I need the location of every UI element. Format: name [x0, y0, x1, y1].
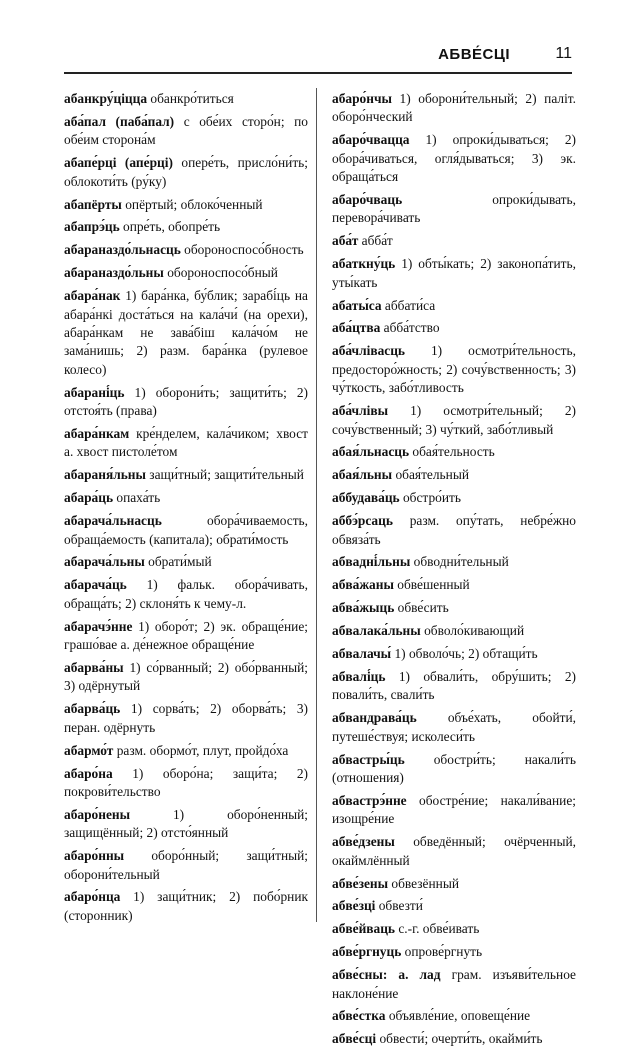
dictionary-entry	[332, 342, 576, 397]
entry-definition: 1) обволо́чь; 2) обтащи́ть	[391, 646, 538, 662]
entry-headword: абая́льны	[332, 467, 393, 483]
entry-definition: обве́сить	[394, 600, 449, 616]
dictionary-entry	[64, 489, 308, 507]
entry-headword: абве́зены	[332, 875, 389, 891]
column-divider	[316, 88, 317, 922]
running-head: АБВЕ́СЦІ	[438, 46, 510, 63]
dictionary-entry	[332, 131, 576, 186]
entry-definition: обанкро́титься	[147, 91, 234, 106]
entry-definition: 1) оборо́ненный; защищённый; 2) отсто́янный	[64, 806, 308, 841]
entry-definition: обрати́мый	[144, 554, 212, 570]
entry-headword: абапёрты	[64, 196, 122, 212]
dictionary-entry	[332, 943, 576, 961]
right-column	[332, 90, 576, 1053]
entry-definition: обая́тельность	[409, 444, 495, 460]
entry-headword: абарані́ць	[64, 384, 125, 400]
dictionary-entry	[64, 618, 308, 655]
entry-definition: объе́хать, обойти́, путеше́ствуя; исколеси́ть	[332, 710, 576, 744]
dictionary-entry	[64, 384, 308, 421]
entry-headword: абвалачы́	[332, 646, 392, 662]
entry-headword: аббудава́ць	[332, 490, 400, 506]
dictionary-entry	[64, 576, 308, 613]
dictionary-entry	[64, 700, 308, 737]
dictionary-entry	[332, 599, 576, 617]
entry-definition: абба́т	[358, 233, 393, 249]
entry-headword: аба́цтва	[332, 320, 381, 336]
entry-headword: абаты́са	[332, 297, 382, 313]
dictionary-entry	[332, 1007, 576, 1025]
entry-headword: абвалі́ць	[332, 668, 386, 684]
entry-definition: кре́нделем, кала́чиком; хвост а. хвост пистоле́том	[64, 426, 308, 460]
entry-definition: разм. обормо́т, плут, пройдо́ха	[113, 742, 289, 758]
entry-headword: абарва́ць	[64, 701, 121, 717]
dictionary-entry	[64, 241, 308, 259]
dictionary-entry	[332, 402, 576, 439]
entry-definition: объявле́ние, оповеще́ние	[385, 1008, 531, 1024]
dictionary-entry	[332, 645, 576, 663]
entry-headword: абарача́льны	[64, 554, 145, 570]
entry-definition: 1) опроки́дываться; 2) обора́чиваться, огля́дываться; 3) эк. обраща́ться	[332, 132, 576, 185]
entry-headword: абвадні́льны	[332, 554, 411, 570]
entry-definition: обороноспосо́бный	[163, 265, 278, 281]
dictionary-entry	[64, 466, 308, 484]
entry-headword: абве́сны: а. лад	[332, 967, 441, 983]
dictionary-entry	[64, 287, 308, 379]
dictionary-entry	[64, 425, 308, 462]
entry-definition: обостри́ть; накали́ть (отношения)	[332, 751, 576, 785]
entry-definition: 1) фальк. обора́чивать, обраща́ть; 2) склоня́ть к чему-л.	[64, 577, 308, 611]
entry-headword: абара́нак	[64, 288, 121, 304]
entry-definition: обора́чиваемость, обраща́емость (капитала); обрати́мость	[64, 513, 308, 547]
entry-definition: с.-г. обве́ивать	[395, 921, 480, 937]
page-number: 11	[555, 45, 572, 62]
entry-definition: опрове́ргнуть	[401, 944, 483, 960]
entry-headword: абаро́нны	[64, 848, 125, 864]
dictionary-entry	[64, 90, 308, 108]
dictionary-entry	[332, 709, 576, 746]
dictionary-entry	[64, 742, 308, 760]
dictionary-entry	[332, 297, 576, 315]
entry-headword: абаро́чвацца	[332, 132, 410, 148]
dictionary-entry	[332, 1030, 576, 1048]
entry-headword: абвандрава́ць	[332, 710, 417, 726]
entry-definition: аббати́са	[381, 297, 436, 313]
dictionary-entry	[332, 622, 576, 640]
dictionary-entry	[64, 553, 308, 571]
entry-definition: обвезённый	[388, 875, 459, 891]
entry-definition: оборо́нный; защи́тный; оборони́тельный	[64, 848, 308, 882]
entry-headword: абараня́льны	[64, 467, 146, 483]
entry-headword: абаро́нчы	[332, 91, 392, 106]
dictionary-entry	[332, 255, 576, 292]
dictionary-entry	[64, 264, 308, 282]
entry-headword: абвастры́ць	[332, 751, 405, 767]
entry-definition: абба́тство	[380, 320, 440, 336]
entry-headword: абаро́нены	[64, 806, 131, 822]
entry-headword: аба́члівасць	[332, 343, 406, 359]
left-column	[64, 90, 308, 930]
entry-headword: абве́зці	[332, 898, 376, 914]
entry-definition: 1) бара́нка, бу́блик; зарабі́ць на абара́нкі доста́ться на кала́чи́ (на орехи), абара́нкам не зава́біш кала́чо́м не зама́нишь; 2) разм. бара́нка (рулевое колесо)	[64, 288, 308, 377]
dictionary-entry	[332, 90, 576, 127]
entry-definition: опре́ть, обопре́ть	[119, 219, 221, 235]
dictionary-entry	[64, 512, 308, 549]
dictionary-entry	[332, 191, 576, 228]
entry-definition: опроки́дывать, перевора́чивать	[332, 192, 576, 226]
entry-headword: абве́дзены	[332, 834, 395, 850]
entry-definition: опере́ть, присло́ни́ть; облокоти́ть (ру́ку)	[64, 155, 308, 189]
dictionary-entry	[332, 920, 576, 938]
dictionary-entry	[64, 765, 308, 802]
dictionary-entry	[64, 113, 308, 150]
entry-headword: абва́жыць	[332, 600, 395, 616]
dictionary-entry	[64, 847, 308, 884]
entry-headword: аба́члівы	[332, 403, 389, 419]
dictionary-entry	[332, 512, 576, 549]
dictionary-entry	[332, 668, 576, 705]
entry-headword: абве́стка	[332, 1008, 386, 1024]
entry-definition: опаха́ть	[113, 490, 161, 506]
entry-definition: обстро́ить	[399, 490, 461, 506]
dictionary-entry	[332, 966, 576, 1003]
entry-definition: 1) осмотри́тельный; 2) сочу́вственный; 3) чу́ткий, забо́тливый	[332, 403, 576, 437]
entry-definition: 1) осмотри́тельность, предосторо́жность; 2) сочу́вственность; 3) чу́ткость, забо́тливость	[332, 343, 576, 396]
dictionary-entry	[64, 806, 308, 843]
entry-headword: абаро́чваць	[332, 192, 403, 208]
entry-definition: опёртый; облоко́ченный	[121, 196, 263, 212]
entry-headword: абве́йваць	[332, 921, 396, 937]
entry-headword: абая́льнасць	[332, 444, 410, 460]
entry-headword: абара́нкам	[64, 426, 130, 441]
entry-definition: обвести́; очерти́ть, окайми́ть	[376, 1031, 543, 1047]
dictionary-entry	[332, 792, 576, 829]
entry-headword: аба́т	[332, 233, 359, 249]
entry-headword: абва́жаны	[332, 577, 394, 593]
entry-definition: грам. изъяви́тельное наклоне́ние	[332, 967, 576, 1001]
entry-definition: 1) оборони́тельный; 2) паліт. оборо́нческий	[332, 91, 576, 125]
dictionary-entry	[332, 897, 576, 915]
entry-headword: абапрэ́ць	[64, 219, 120, 235]
dictionary-entry	[332, 466, 576, 484]
entry-definition: обостре́ние; накали́вание; изощре́ние	[332, 792, 576, 827]
page-header	[64, 42, 572, 74]
dictionary-entry	[64, 888, 308, 925]
dictionary-entry	[64, 196, 308, 214]
entry-headword: абве́сці	[332, 1031, 377, 1047]
entry-headword: абара́ць	[64, 490, 114, 506]
entry-definition: 1) обвали́ть, обру́шить; 2) повали́ть, свали́ть	[332, 668, 576, 703]
entry-headword: абарачэ́нне	[64, 618, 133, 634]
entry-definition: обвезти́	[375, 898, 423, 914]
entry-headword: абве́ргнуць	[332, 944, 402, 960]
entry-headword: абанкру́ціцца	[64, 91, 148, 106]
entry-headword: абаткну́ць	[332, 256, 396, 272]
dictionary-entry	[332, 443, 576, 461]
dictionary-entry	[332, 751, 576, 788]
entry-headword: абарача́ць	[64, 577, 127, 593]
dictionary-entry	[332, 319, 576, 337]
dictionary-entry	[332, 576, 576, 594]
entry-headword: абаро́на	[64, 765, 113, 781]
entry-definition: 1) со́рванный; 2) обо́рванный; 3) одёрнутый	[64, 659, 308, 694]
dictionary-entry	[64, 218, 308, 236]
entry-headword: абаро́нца	[64, 889, 121, 905]
entry-definition: 1) оборо́на; защи́та; 2) покрови́тельство	[64, 765, 308, 799]
dictionary-entry	[332, 232, 576, 250]
entry-definition: с обе́их сторо́н; по обе́им сторона́м	[64, 113, 308, 148]
entry-headword: абапе́рці (апе́рці)	[64, 155, 173, 171]
entry-definition: защи́тный; защити́тельный	[145, 467, 304, 483]
entry-headword: абармо́т	[64, 742, 114, 758]
entry-headword: аба́пал (паба́пал)	[64, 113, 175, 129]
dictionary-entry	[64, 659, 308, 696]
entry-definition: разм. опу́тать, небре́жно обвяза́ть	[332, 513, 576, 547]
entry-definition: 1) сорва́ть; 2) оборва́ть; 3) перан. одёрнуть	[64, 701, 308, 735]
entry-headword: аббэ́рсаць	[332, 513, 393, 529]
dictionary-entry	[332, 875, 576, 893]
entry-definition: 1) защи́тник; 2) побо́рник (сторонник)	[64, 889, 308, 923]
entry-headword: абараназдо́льнасць	[64, 242, 181, 258]
entry-definition: обведённый; очёрченный, окаймлённый	[332, 834, 576, 868]
dictionary-entry	[332, 489, 576, 507]
entry-definition: обая́тельный	[392, 467, 469, 483]
entry-headword: абараназдо́льны	[64, 265, 164, 281]
dictionary-entry	[64, 154, 308, 191]
entry-definition: обводни́тельный	[410, 554, 509, 570]
entry-headword: абвалака́льны	[332, 623, 421, 639]
dictionary-entry	[332, 553, 576, 571]
entry-definition: 1) оборони́ть; защити́ть; 2) отстоя́ть (права)	[64, 384, 308, 419]
entry-definition: обороноспосо́бность	[180, 242, 304, 258]
entry-headword: абарача́льнасць	[64, 513, 162, 529]
entry-headword: абарва́ны	[64, 659, 124, 675]
entry-definition: 1) обты́кать; 2) законопа́тить, уты́кать	[332, 256, 576, 290]
entry-headword: абвастрэ́нне	[332, 792, 407, 808]
entry-definition: обволо́кивающий	[420, 623, 525, 639]
dictionary-entry	[332, 833, 576, 870]
entry-definition: обве́шенный	[393, 577, 470, 593]
entry-definition: 1) оборо́т; 2) эк. обраще́ние; грашо́вае а. де́нежное обраще́ние	[64, 618, 308, 653]
